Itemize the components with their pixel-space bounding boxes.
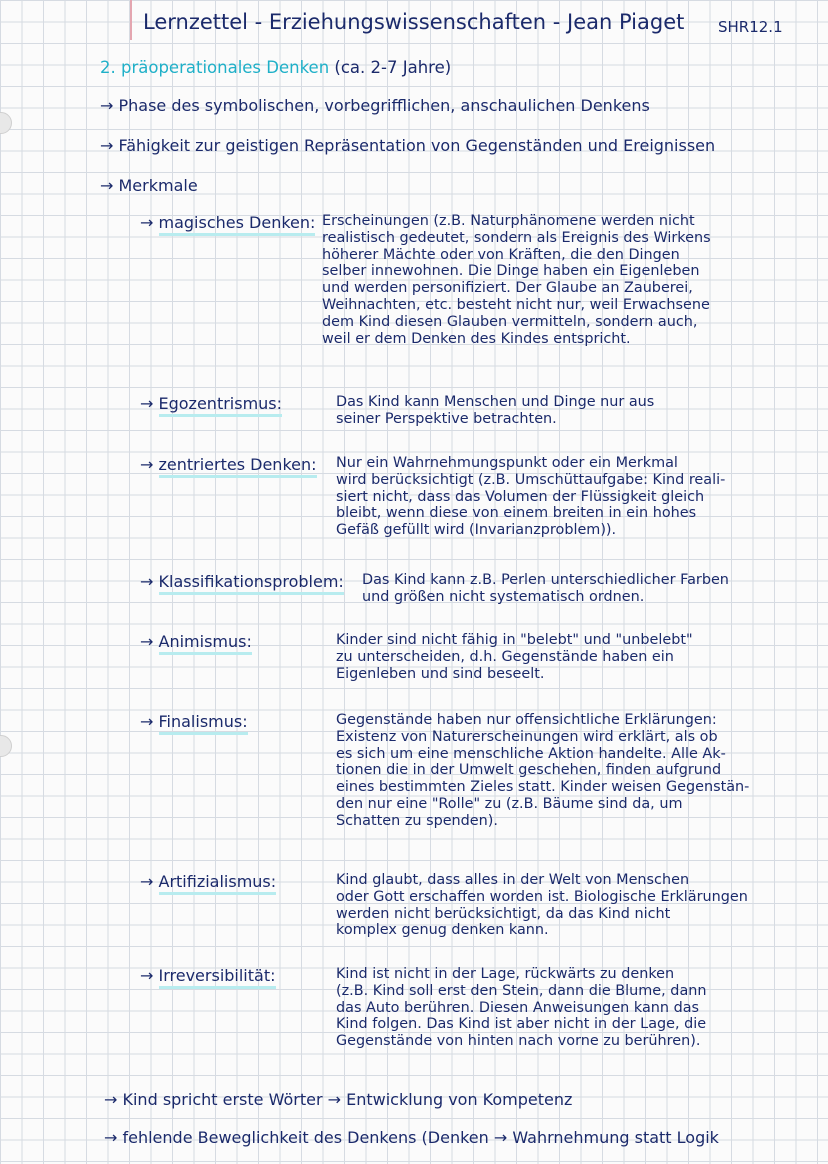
stage-age: (ca. 2-7 Jahre) — [334, 58, 452, 77]
punch-hole — [0, 735, 12, 757]
feature-term: → Egozentrismus: — [140, 394, 282, 413]
page-title: Lernzettel - Erziehungswissenschaften - Jean Piaget — [143, 10, 685, 34]
intro-line: → Fähigkeit zur geistigen Repräsentation von Gegenständen und Ereignissen — [100, 136, 716, 155]
stage-name: 2. präoperationales Denken — [100, 58, 330, 77]
footer-line: → fehlende Beweglichkeit des Denkens (Denken → Wahrnehmung statt Logik — [104, 1128, 719, 1147]
intro-line: → Merkmale — [100, 176, 198, 195]
feature-term: → zentriertes Denken: — [140, 455, 317, 474]
feature-description: Nur ein Wahrnehmungspunkt oder ein Merkmal wird berücksichtigt (z.B. Umschüttaufgabe: Kind reali- siert nicht, dass das Volumen der Flüssigkeit gleich bleibt, wenn diese von einem breiten in ein hohes Gefäß gefüllt wird (Invarianzproblem)). — [336, 455, 726, 539]
feature-description: Kind glaubt, dass alles in der Welt von Menschen oder Gott erschaffen worden ist. Biologische Erklärungen werden nicht berücksichtigt, da das Kind nicht komplex genug denken kann. — [336, 872, 748, 939]
feature-term: → Klassifikationsproblem: — [140, 572, 344, 591]
feature-description: Das Kind kann z.B. Perlen unterschiedlicher Farben und größen nicht systematisch ordnen. — [362, 572, 729, 605]
feature-description: Erscheinungen (z.B. Naturphänomene werden nicht realistisch gedeutet, sondern als Ereignis des Wirkens höherer Mächte oder von Kräften, die den Dingen selber innewohnen. Die Dinge haben ein Eigenleben und werden personifiziert. Der Glaube an Zauberei, Weihnachten, etc. besteht nicht nur, weil Erwachsene dem Kind diesen Glauben vermitteln, sondern auch, weil er dem Denken des Kindes entspricht. — [322, 213, 711, 347]
intro-line: → Phase des symbolischen, vorbegrifflichen, anschaulichen Denkens — [100, 96, 650, 115]
document-code: SHR12.1 — [718, 18, 783, 36]
feature-term: → magisches Denken: — [140, 213, 315, 232]
feature-description: Das Kind kann Menschen und Dinge nur aus seiner Perspektive betrachten. — [336, 394, 655, 427]
feature-description: Gegenstände haben nur offensichtliche Erklärungen: Existenz von Naturerscheinungen wird erklärt, als ob es sich um eine menschliche Aktion handelte. Alle Ak- tionen die in der Umwelt geschehen, finden aufgrund eines bestimmten Zieles statt. Kinder weisen Gegenstän- den nur eine "Rolle" zu (z.B. Bäume sind da, um Schatten zu spenden). — [336, 712, 750, 829]
footer-line: → Kind spricht erste Wörter → Entwicklung von Kompetenz — [104, 1090, 573, 1109]
feature-term: → Irreversibilität: — [140, 966, 276, 985]
feature-description: Kind ist nicht in der Lage, rückwärts zu denken (z.B. Kind soll erst den Stein, dann die Blume, dann das Auto berühren. Diesen Anweisungen kann das Kind folgen. Das Kind ist aber nicht in der Lage, die Gegenstände von hinten nach vorne zu berühren). — [336, 966, 707, 1050]
margin-line — [130, 0, 132, 40]
stage-heading — [100, 58, 451, 77]
feature-term: → Animismus: — [140, 632, 252, 651]
punch-hole — [0, 112, 12, 134]
feature-term: → Artifizialismus: — [140, 872, 276, 891]
feature-description: Kinder sind nicht fähig in "belebt" und "unbelebt" zu unterscheiden, d.h. Gegenstände haben ein Eigenleben und sind beseelt. — [336, 632, 693, 682]
feature-term: → Finalismus: — [140, 712, 248, 731]
